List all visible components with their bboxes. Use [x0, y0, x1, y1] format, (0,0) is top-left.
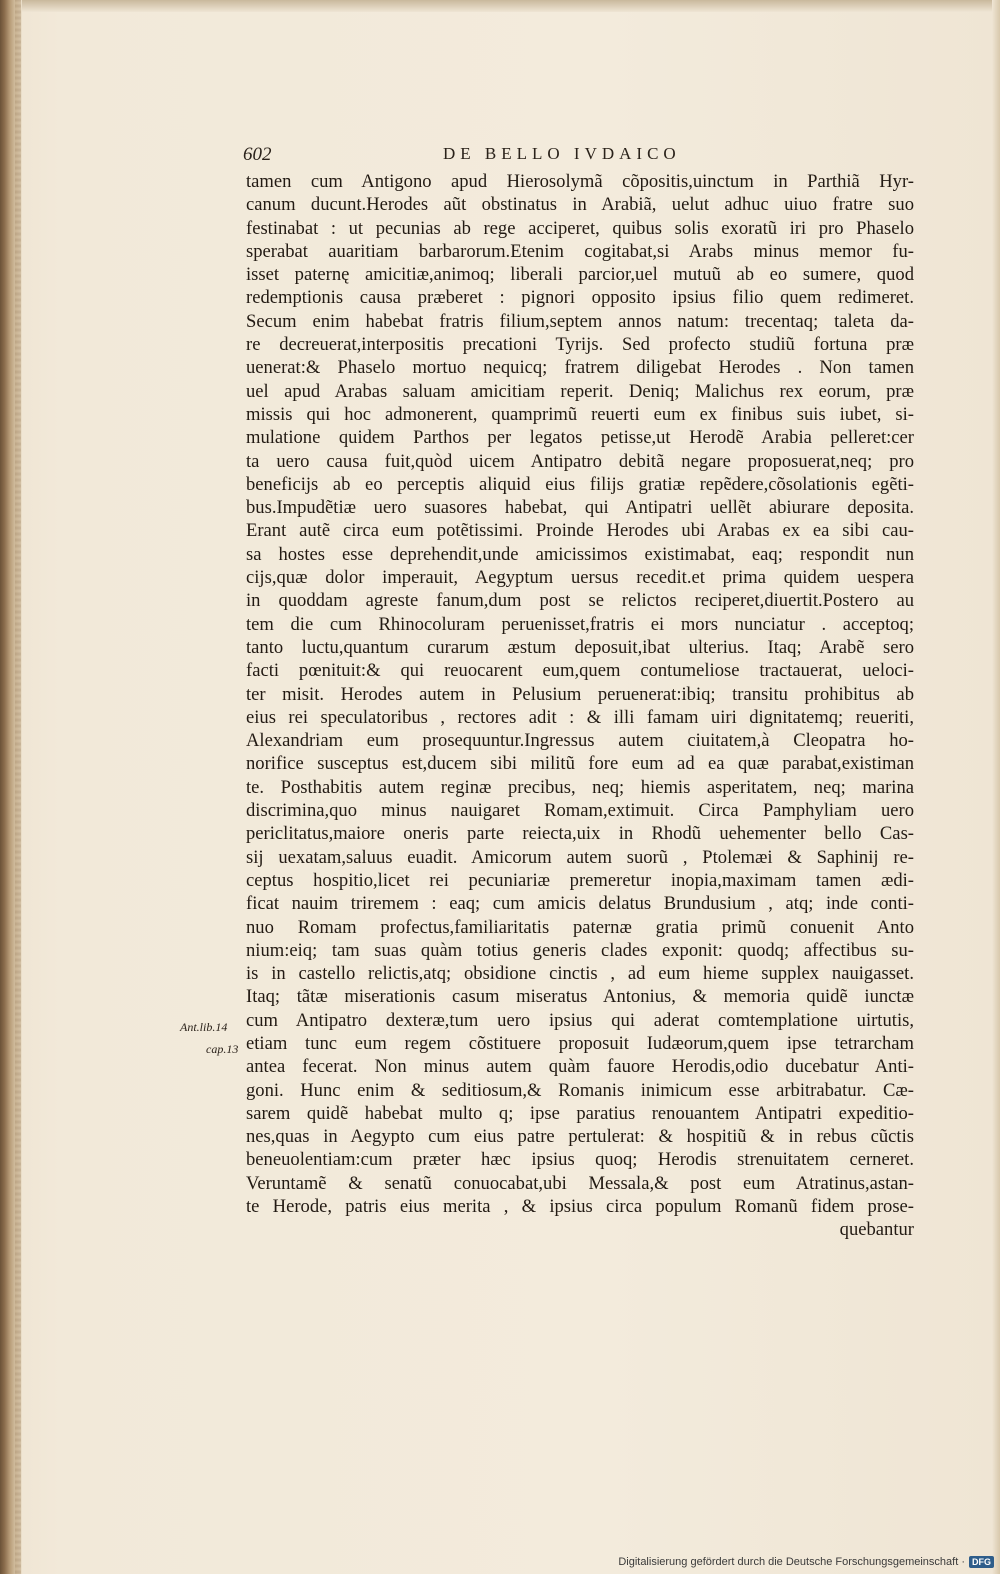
text-line: etiam tunc eum regem cõstituere proposuit Iudæorum,quem ipse tetrarcham: [246, 1032, 914, 1054]
text-line: antea fecerat. Non minus autem quàm fauore Herodis,odio ducebatur Anti-: [246, 1056, 914, 1078]
text-line: Secum enim habebat fratris filium,septem annos natum: trecentaq; taleta da-: [246, 310, 914, 332]
text-line: Itaq; tãtæ miserationis casum miseratus Antonius, & memoria quidẽ iunctæ: [246, 986, 914, 1008]
text-line: norifice susceptus est,ducem sibi militũ fore eum ad ea quæ parabat,existiman: [246, 753, 914, 775]
body-text: [246, 170, 914, 1242]
page-right-edge: [992, 0, 1000, 1574]
footer-text: Digitalisierung gefördert durch die Deutsche Forschungsgemeinschaft ·: [618, 1556, 965, 1568]
text-line: facti pœnituit:& qui reuocarent eum,quem contumeliose tractauerat, ueloci-: [246, 660, 914, 682]
running-head: [243, 144, 913, 170]
text-line: beneuolentiam:cum præter hæc ipsius quoq; Herodis strenuitatem cerneret.: [246, 1149, 914, 1171]
text-line: isset paternę amicitiæ,animoq; liberali parcior,uel mutuũ ab eo sumere, quod: [246, 264, 914, 286]
text-line: Erant autẽ circa eum potẽtissimi. Proinde Herodes ubi Arabas ex ea sibi cau-: [246, 520, 914, 542]
text-line: te. Posthabitis autem reginæ precibus, neq; hiemis asperitatem, neq; marina: [246, 776, 914, 798]
text-line: uenerat:& Phaselo mortuo nequicq; fratrem diligebat Herodes . Non tamen: [246, 357, 914, 379]
text-line: tem die cum Rhinocoluram peruenisset,fratris ei mors nunciatur . acceptoq;: [246, 613, 914, 635]
text-line: beneficijs ab eo perceptis aliquid eius filijs gratiæ repẽdere,cõsolationis egẽti-: [246, 473, 914, 495]
text-line: eius rei speculatoribus , rectores adit : & illi famam uiri dignitatemq; reueriti,: [246, 706, 914, 728]
text-line: redemptionis causa præberet : pignori opposito ipsius filio quem redimeret.: [246, 287, 914, 309]
page-top-edge: [0, 0, 1000, 12]
text-line: nium:eiq; tam suas quàm totius generis clades exponit: quodq; affectibus su-: [246, 939, 914, 961]
text-line: periclitatus,maiore oneris parte reiecta,uix in Rhodũ uehementer bello Cas-: [246, 823, 914, 845]
marginal-note-reference: Ant.lib.14: [180, 1020, 228, 1034]
text-line: bus.Impudẽtiæ uero suasores habebat, qui Antipatri uellẽt abiurare deposita.: [246, 497, 914, 519]
text-line: nes,quas in Aegypto cum eius patre pertulerat: & hospitiũ & in rebus cũctis: [246, 1126, 914, 1148]
text-line: cijs,quæ dolor imperauit, Aegyptum uersus recedit.et prima quidem uespera: [246, 567, 914, 589]
text-line: ter misit. Herodes autem in Pelusium peruenerat:ibiq; transitu prohibitus ab: [246, 683, 914, 705]
dfg-logo: DFG: [969, 1556, 994, 1568]
page-number: 602: [243, 144, 272, 165]
text-line: Alexandriam eum prosequuntur.Ingressus autem ciuitatem,à Cleopatra ho-: [246, 730, 914, 752]
text-line: tanto luctu,quantum curarum æstum deposuit,ibat ulterius. Itaq; Arabẽ sero: [246, 636, 914, 658]
text-line: quebantur: [839, 1219, 914, 1241]
text-line: tamen cum Antigono apud Hierosolymã cõpositis,uinctum in Parthiã Hyr-: [246, 171, 914, 192]
text-line: re decreuerat,interpositis precationi Tyrijs. Sed profecto studiũ fortuna præ: [246, 334, 914, 356]
text-line: mulatione quidem Parthos per legatos petisse,ut Herodẽ Arabia pelleret:cer: [246, 427, 914, 449]
page-stack-edge: [15, 0, 21, 1574]
text-line: festinabat : ut pecunias ab rege acciperet, quibus solis exoratũ iri pro Phaselo: [246, 217, 914, 239]
text-line: canum ducunt.Herodes aũt obstinatus in Arabiã, uelut adhuc uiuo fratre suo: [246, 194, 914, 216]
text-line: ta uero causa fuit,quòd uicem Antipatro debitã negare proposuerat,neq; pro: [246, 450, 914, 472]
text-line: is in castello relictis,atq; obsidione cinctis , ad eum hieme supplex nauigasset.: [246, 963, 914, 985]
text-line: nuo Romam profectus,familiaritatis paternæ gratia primũ conuenit Anto: [246, 916, 914, 938]
text-line: cum Antipatro dexteræ,tum uero ipsius qui aderat comtemplatione uirtutis,: [246, 1009, 914, 1031]
text-line: sa hostes esse deprehendit,unde amicissimos existimabat, eaq; respondit nun: [246, 543, 914, 565]
marginal-note-chapter: cap.13: [206, 1042, 239, 1056]
text-line: Veruntamẽ & senatũ conuocabat,ubi Messala,& post eum Atratinus,astan-: [246, 1172, 914, 1194]
text-line: ficat nauim triremem : eaq; cum amicis delatus Brundusium , atq; inde conti-: [246, 893, 914, 915]
running-title: DE BELLO IVDAICO: [443, 144, 681, 163]
text-line: ceptus hospitio,licet rei pecuniariæ premeretur inopia,maximam tamen ædi-: [246, 869, 914, 891]
text-line: in quoddam agreste fanum,dum post se relictos reciperet,diuertit.Postero au: [246, 590, 914, 612]
text-line: sij uexatam,saluus euadit. Amicorum autem suorũ , Ptolemæi & Saphinij re-: [246, 846, 914, 868]
text-line: sarem quidẽ habebat multo q; ipse paratius renouantem Antipatri expeditio-: [246, 1102, 914, 1124]
text-line: discrimina,quo minus nauigaret Romam,extimuit. Circa Pamphyliam uero: [246, 800, 914, 822]
text-line: te Herode, patris eius merita , & ipsius circa populum Romanũ fidem prose-: [246, 1196, 914, 1218]
text-line: missis qui hoc admonerent, quamprimũ reuerti eum ex finibus suis iubet, si-: [246, 403, 914, 425]
text-line: sperabat auaritiam barbarorum.Etenim cogitabat,si Arabs minus memor fu-: [246, 240, 914, 262]
digitization-footer: [618, 1554, 994, 1570]
text-line: uel apud Arabas saluam amicitiam reperit. Deniq; Malichus rex eorum, præ: [246, 380, 914, 402]
text-line: goni. Hunc enim & seditiosum,& Romanis inimicum esse arbitrabatur. Cæ-: [246, 1079, 914, 1101]
